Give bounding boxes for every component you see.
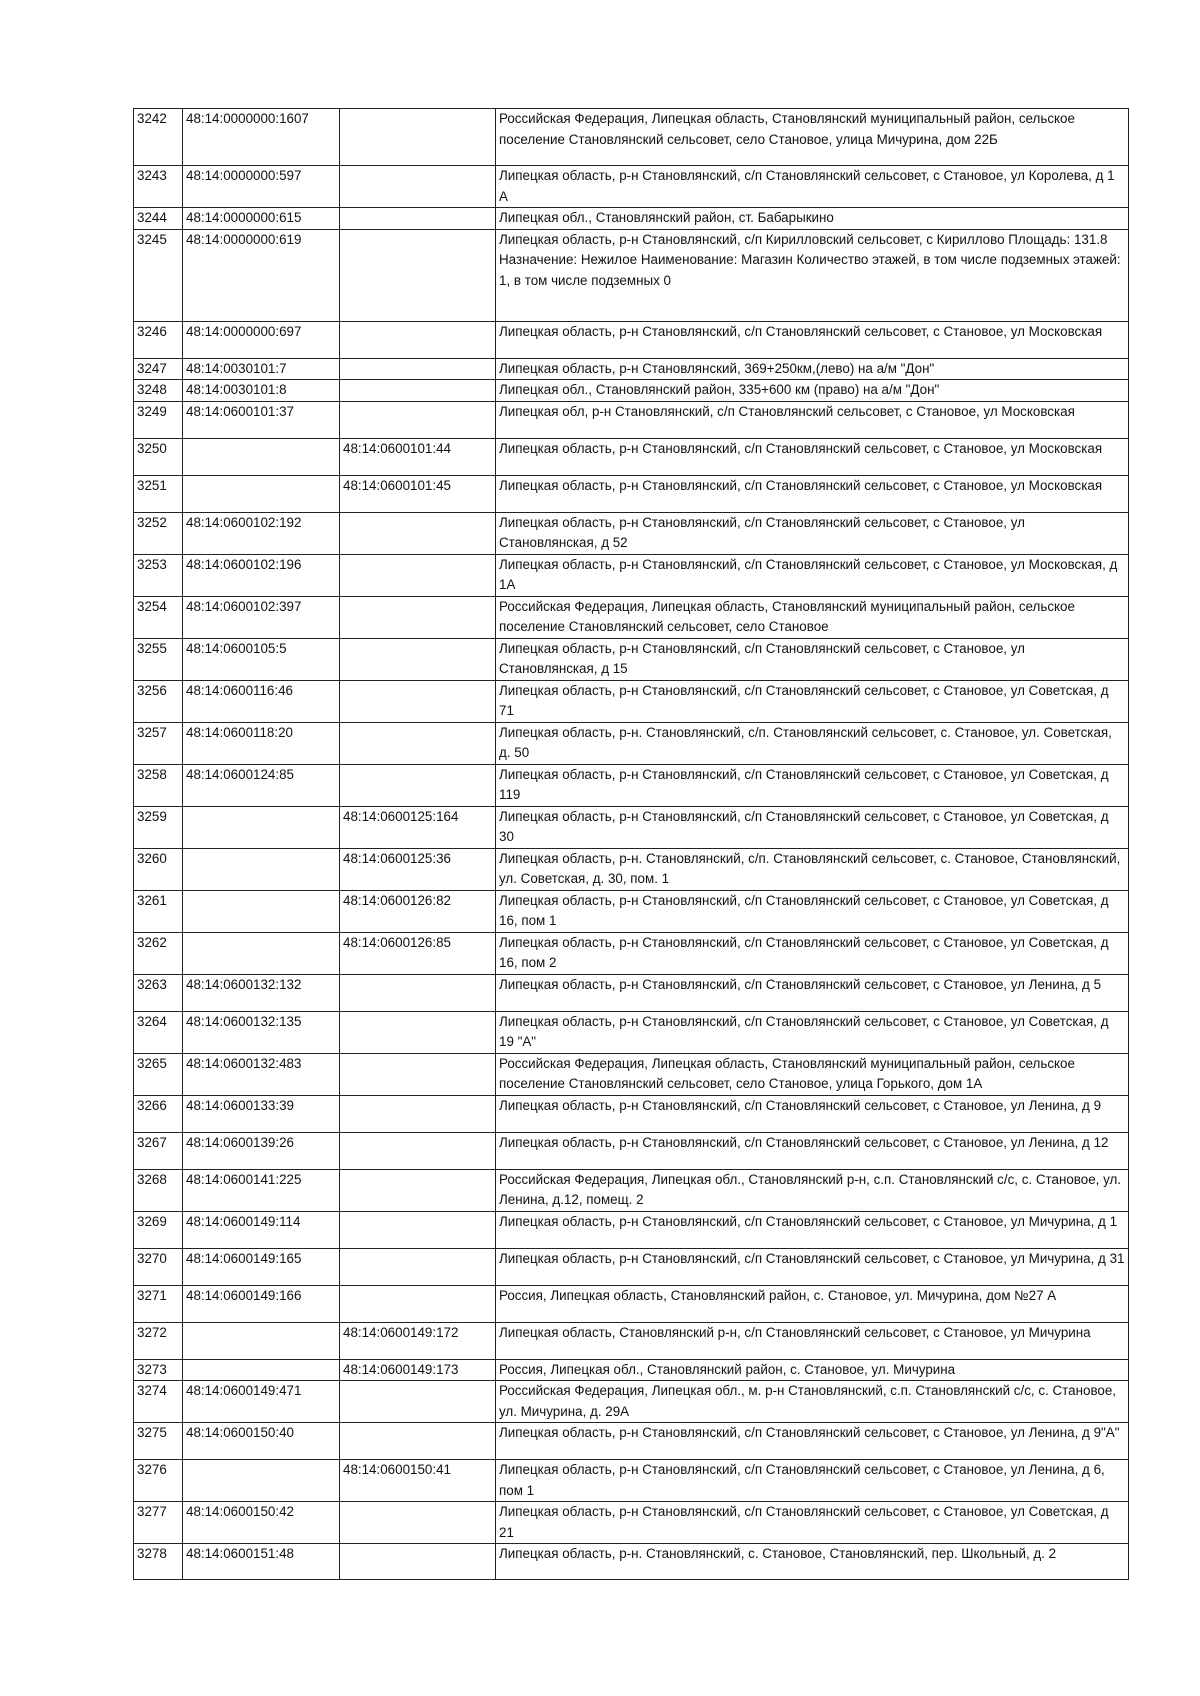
address-cell: Липецкая область, р-н Становлянский, с/п Становлянский сельсовет, с Становое, ул Ленина, д 9"А" [496,1423,1129,1460]
cadastral-number-alt-cell [340,764,496,806]
address-cell: Липецкая обл, р-н Становлянский, с/п Становлянский сельсовет, с Становое, ул Московская [496,401,1129,438]
row-number-cell: 3246 [134,321,183,358]
table-row [134,974,1129,1011]
cadastral-number-cell: 48:14:0600150:42 [183,1502,340,1544]
row-number-cell: 3270 [134,1248,183,1285]
row-number-cell: 3260 [134,848,183,890]
row-number-cell: 3256 [134,680,183,722]
row-number-cell: 3269 [134,1211,183,1248]
cadastral-number-alt-cell [340,109,496,166]
address-note-text: Назначение: Нежилое Наименование: Магазин Количество этажей, в том числе подземных этажей: 1, в том числе подземных 0 [499,252,1121,288]
row-number-cell: 3264 [134,1011,183,1053]
cadastral-number-cell: 48:14:0030101:7 [183,358,340,380]
row-number-cell: 3242 [134,109,183,166]
cadastral-number-alt-cell [340,1423,496,1460]
cadastral-number-cell: 48:14:0600139:26 [183,1132,340,1169]
cadastral-number-alt-cell [340,596,496,638]
table-row [134,1322,1129,1359]
cadastral-number-cell [183,932,340,974]
address-cell: Липецкая область, р-н Становлянский, с/п Становлянский сельсовет, с Становое, ул Ленина, д 12 [496,1132,1129,1169]
table-row [134,1544,1129,1580]
address-cell: Российская Федерация, Липецкая обл., м. р-н Становлянский, с.п. Становлянский с/с, с. Становое, ул. Мичурина, д. 29А [496,1381,1129,1423]
row-number-cell: 3272 [134,1322,183,1359]
table-row [134,1095,1129,1132]
address-cell: Липецкая область, р-н Становлянский, с/п Становлянский сельсовет, с Становое, ул Московская [496,438,1129,475]
cadastral-number-alt-cell: 48:14:0600149:172 [340,1322,496,1359]
address-cell: Липецкая область, р-н. Становлянский, с/п. Становлянский сельсовет, с. Становое, ул. Советская, д. 50 [496,722,1129,764]
table-row [134,932,1129,974]
cadastral-number-alt-cell [340,1211,496,1248]
row-number-cell: 3276 [134,1460,183,1502]
row-number-cell: 3266 [134,1095,183,1132]
address-cell: Липецкая область, р-н Становлянский, с/п Становлянский сельсовет, с Становое, ул Ленина, д 6, пом 1 [496,1460,1129,1502]
address-cell: Российская Федерация, Липецкая область, Становлянский муниципальный район, сельское поселение Становлянский сельсовет, село Становое, улица Мичурина, дом 22Б [496,109,1129,166]
cadastral-number-cell: 48:14:0600149:471 [183,1381,340,1423]
address-cell: Липецкая область, р-н Становлянский, с/п Становлянский сельсовет, с Становое, ул Московская [496,475,1129,512]
address-cell: Липецкая область, р-н Становлянский, с/п Становлянский сельсовет, с Становое, ул Советская, д 16, пом 2 [496,932,1129,974]
row-number-cell: 3261 [134,890,183,932]
row-number-cell: 3253 [134,554,183,596]
cadastral-number-alt-cell [340,1132,496,1169]
table-row [134,109,1129,166]
cadastral-number-alt-cell: 48:14:0600150:41 [340,1460,496,1502]
cadastral-number-cell: 48:14:0600150:40 [183,1423,340,1460]
table-row [134,1053,1129,1095]
cadastral-number-alt-cell [340,401,496,438]
row-number-cell: 3248 [134,380,183,402]
row-number-cell: 3254 [134,596,183,638]
address-cell: Липецкая область, р-н Становлянский, с/п Становлянский сельсовет, с Становое, ул Королева, д 1 А [496,166,1129,208]
table-row [134,764,1129,806]
address-cell: Липецкая область, р-н Становлянский, с/п Становлянский сельсовет, с Становое, ул Московская, д 1А [496,554,1129,596]
cadastral-number-cell: 48:14:0000000:619 [183,229,340,321]
cadastral-number-alt-cell [340,1248,496,1285]
row-number-cell: 3275 [134,1423,183,1460]
cadastral-number-cell: 48:14:0030101:8 [183,380,340,402]
cadastral-number-alt-cell [340,1502,496,1544]
property-table [133,108,1129,1580]
address-cell: Липецкая область, р-н. Становлянский, с/п. Становлянский сельсовет, с. Становое, Становлянский, ул. Советская, д. 30, пом. 1 [496,848,1129,890]
cadastral-number-cell [183,1460,340,1502]
row-number-cell: 3258 [134,764,183,806]
cadastral-number-alt-cell: 48:14:0600125:36 [340,848,496,890]
table-row [134,1423,1129,1460]
address-cell: Липецкая область, р-н Становлянский, с/п Становлянский сельсовет, с Становое, ул Советская, д 19 "А" [496,1011,1129,1053]
cadastral-number-alt-cell [340,229,496,321]
cadastral-number-alt-cell [340,1011,496,1053]
row-number-cell: 3257 [134,722,183,764]
cadastral-number-alt-cell [340,512,496,554]
cadastral-number-alt-cell [340,1285,496,1322]
row-number-cell: 3268 [134,1169,183,1211]
cadastral-number-cell: 48:14:0600149:166 [183,1285,340,1322]
cadastral-number-cell: 48:14:0600141:225 [183,1169,340,1211]
table-row [134,554,1129,596]
table-row [134,438,1129,475]
table-row [134,1359,1129,1381]
cadastral-number-cell: 48:14:0600149:114 [183,1211,340,1248]
cadastral-number-alt-cell [340,1095,496,1132]
cadastral-number-cell [183,438,340,475]
table-row [134,638,1129,680]
row-number-cell: 3277 [134,1502,183,1544]
cadastral-number-cell: 48:14:0000000:697 [183,321,340,358]
row-number-cell: 3265 [134,1053,183,1095]
row-number-cell: 3247 [134,358,183,380]
table-row [134,358,1129,380]
cadastral-number-cell [183,1322,340,1359]
row-number-cell: 3243 [134,166,183,208]
row-number-cell: 3263 [134,974,183,1011]
cadastral-number-alt-cell [340,321,496,358]
row-number-cell: 3267 [134,1132,183,1169]
row-number-cell: 3255 [134,638,183,680]
cadastral-number-alt-cell: 48:14:0600126:82 [340,890,496,932]
cadastral-number-alt-cell [340,638,496,680]
cadastral-number-alt-cell [340,208,496,230]
address-cell: Липецкая обл., Становлянский район, 335+600 км (право) на а/м "Дон" [496,380,1129,402]
row-number-cell: 3278 [134,1544,183,1580]
cadastral-number-alt-cell: 48:14:0600149:173 [340,1359,496,1381]
table-row [134,1011,1129,1053]
row-number-cell: 3252 [134,512,183,554]
table-row [134,890,1129,932]
cadastral-number-alt-cell [340,166,496,208]
address-cell: Липецкая область, р-н Становлянский, 369+250км,(лево) на а/м "Дон" [496,358,1129,380]
address-cell: Липецкая обл., Становлянский район, ст. Бабарыкино [496,208,1129,230]
address-cell: Россия, Липецкая область, Становлянский район, с. Становое, ул. Мичурина, дом №27 А [496,1285,1129,1322]
cadastral-number-cell: 48:14:0600132:483 [183,1053,340,1095]
row-number-cell: 3245 [134,229,183,321]
cadastral-number-alt-cell [340,380,496,402]
address-cell: Липецкая область, р-н Становлянский, с/п Становлянский сельсовет, с Становое, ул Ленина, д 9 [496,1095,1129,1132]
table-row [134,1460,1129,1502]
cadastral-number-alt-cell: 48:14:0600125:164 [340,806,496,848]
table-row [134,380,1129,402]
cadastral-number-cell [183,1359,340,1381]
cadastral-number-cell: 48:14:0600124:85 [183,764,340,806]
cadastral-number-alt-cell: 48:14:0600101:45 [340,475,496,512]
cadastral-number-alt-cell [340,722,496,764]
address-cell [496,229,1129,321]
row-number-cell: 3262 [134,932,183,974]
cadastral-number-alt-cell [340,974,496,1011]
table-row [134,229,1129,321]
cadastral-number-cell: 48:14:0000000:615 [183,208,340,230]
cadastral-number-alt-cell [340,680,496,722]
cadastral-number-alt-cell: 48:14:0600126:85 [340,932,496,974]
cadastral-number-cell: 48:14:0600105:5 [183,638,340,680]
address-cell: Липецкая область, р-н Становлянский, с/п Становлянский сельсовет, с Становое, ул Советская, д 119 [496,764,1129,806]
table-row [134,596,1129,638]
address-cell: Российская Федерация, Липецкая область, Становлянский муниципальный район, сельское поселение Становлянский сельсовет, село Становое, улица Горького, дом 1А [496,1053,1129,1095]
cadastral-number-cell: 48:14:0600149:165 [183,1248,340,1285]
table-row [134,680,1129,722]
row-number-cell: 3259 [134,806,183,848]
address-cell: Липецкая область, р-н Становлянский, с/п Становлянский сельсовет, с Становое, ул Советская, д 71 [496,680,1129,722]
table-row [134,1502,1129,1544]
table-body [134,109,1129,1580]
row-number-cell: 3250 [134,438,183,475]
row-number-cell: 3244 [134,208,183,230]
address-cell: Липецкая область, р-н Становлянский, с/п Становлянский сельсовет, с Становое, ул Советская, д 21 [496,1502,1129,1544]
table-row [134,806,1129,848]
row-number-cell: 3273 [134,1359,183,1381]
cadastral-number-cell: 48:14:0600132:135 [183,1011,340,1053]
cadastral-number-cell [183,848,340,890]
address-cell: Российская Федерация, Липецкая обл., Становлянский р-н, с.п. Становлянский с/с, с. Становое, ул. Ленина, д.12, помещ. 2 [496,1169,1129,1211]
address-cell: Липецкая область, р-н Становлянский, с/п Становлянский сельсовет, с Становое, ул Советская, д 30 [496,806,1129,848]
cadastral-number-cell [183,475,340,512]
table-row [134,512,1129,554]
table-row [134,1211,1129,1248]
address-cell: Российская Федерация, Липецкая область, Становлянский муниципальный район, сельское поселение Становлянский сельсовет, село Становое [496,596,1129,638]
cadastral-number-cell: 48:14:0600132:132 [183,974,340,1011]
address-cell: Липецкая область, Становлянский р-н, с/п Становлянский сельсовет, с Становое, ул Мичурина [496,1322,1129,1359]
address-cell: Липецкая область, р-н Становлянский, с/п Становлянский сельсовет, с Становое, ул Московская [496,321,1129,358]
address-cell: Липецкая область, р-н Становлянский, с/п Становлянский сельсовет, с Становое, ул Мичурина, д 31 [496,1248,1129,1285]
cadastral-number-cell: 48:14:0600102:192 [183,512,340,554]
cadastral-number-cell: 48:14:0600102:196 [183,554,340,596]
table-row [134,166,1129,208]
cadastral-number-alt-cell [340,1053,496,1095]
cadastral-number-alt-cell [340,554,496,596]
cadastral-number-alt-cell [340,1169,496,1211]
table-row [134,848,1129,890]
table-row [134,1248,1129,1285]
cadastral-number-cell: 48:14:0600102:397 [183,596,340,638]
address-cell: Липецкая область, р-н Становлянский, с/п Становлянский сельсовет, с Становое, ул Ленина, д 5 [496,974,1129,1011]
cadastral-number-cell: 48:14:0600116:46 [183,680,340,722]
address-cell: Липецкая область, р-н Становлянский, с/п Становлянский сельсовет, с Становое, ул Советская, д 16, пом 1 [496,890,1129,932]
address-cell: Липецкая область, р-н Становлянский, с/п Становлянский сельсовет, с Становое, ул Становлянская, д 52 [496,512,1129,554]
cadastral-number-alt-cell [340,358,496,380]
cadastral-number-cell: 48:14:0600151:48 [183,1544,340,1580]
address-text: Липецкая область, р-н Становлянский, с/п Кирилловский сельсовет, с Кириллово Площадь: 131.8 [499,231,1108,247]
cadastral-number-alt-cell [340,1544,496,1580]
table-row [134,401,1129,438]
table-row [134,208,1129,230]
table-row [134,1132,1129,1169]
address-cell: Липецкая область, р-н Становлянский, с/п Становлянский сельсовет, с Становое, ул Мичурина, д 1 [496,1211,1129,1248]
row-number-cell: 3271 [134,1285,183,1322]
address-cell: Липецкая область, р-н Становлянский, с/п Становлянский сельсовет, с Становое, ул Становлянская, д 15 [496,638,1129,680]
table-row [134,321,1129,358]
cadastral-number-cell: 48:14:0600101:37 [183,401,340,438]
cadastral-number-alt-cell [340,1381,496,1423]
cadastral-number-cell: 48:14:0600133:39 [183,1095,340,1132]
table-row [134,722,1129,764]
table-row [134,1381,1129,1423]
row-number-cell: 3274 [134,1381,183,1423]
cadastral-number-alt-cell: 48:14:0600101:44 [340,438,496,475]
table-row [134,1285,1129,1322]
table-row [134,475,1129,512]
cadastral-number-cell [183,890,340,932]
row-number-cell: 3251 [134,475,183,512]
cadastral-number-cell: 48:14:0000000:1607 [183,109,340,166]
cadastral-number-cell [183,806,340,848]
cadastral-number-cell: 48:14:0600118:20 [183,722,340,764]
document-page [133,108,1128,1580]
address-cell: Россия, Липецкая обл., Становлянский район, с. Становое, ул. Мичурина [496,1359,1129,1381]
address-cell: Липецкая область, р-н. Становлянский, с. Становое, Становлянский, пер. Школьный, д. 2 [496,1544,1129,1580]
cadastral-number-cell: 48:14:0000000:597 [183,166,340,208]
row-number-cell: 3249 [134,401,183,438]
table-row [134,1169,1129,1211]
